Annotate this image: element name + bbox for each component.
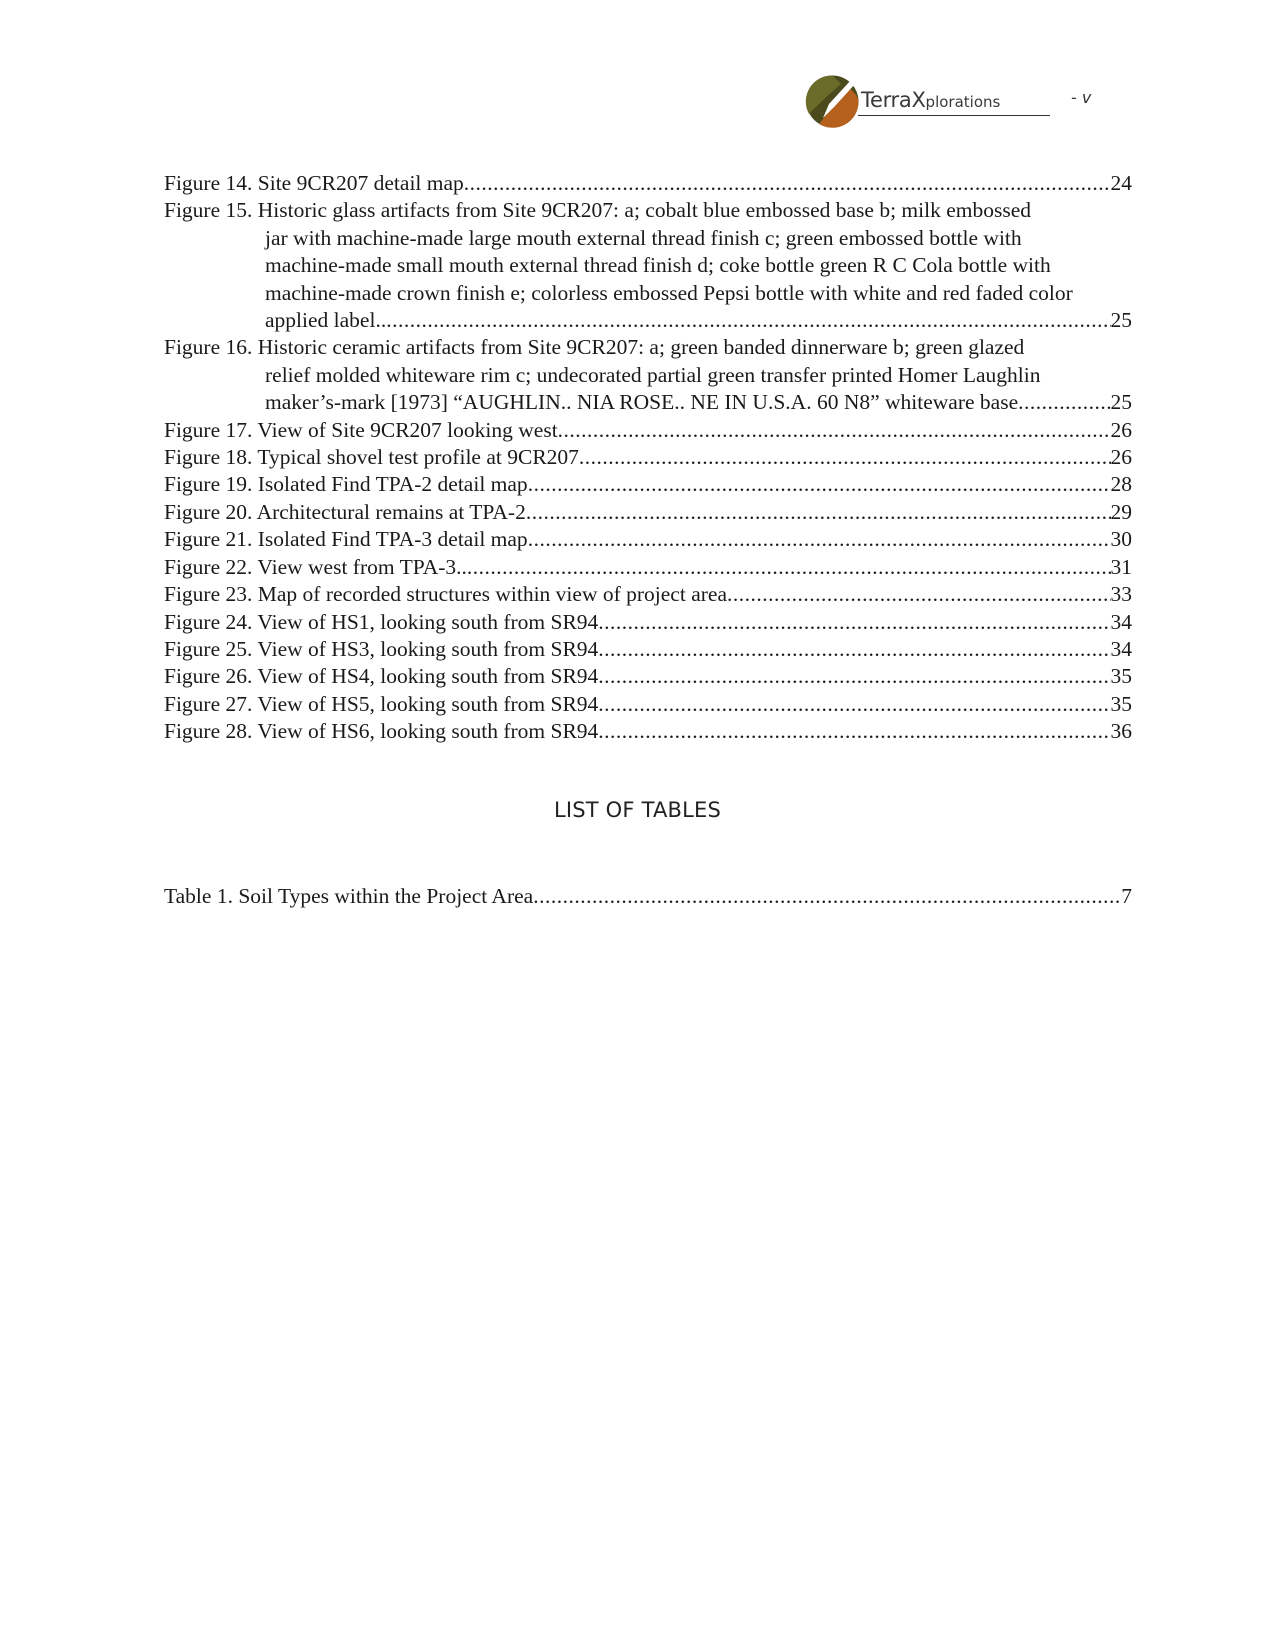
dot-leader — [598, 609, 1110, 636]
figure-entry[interactable] — [164, 417, 1132, 444]
entry-page-number: 35 — [1110, 664, 1132, 689]
entry-title-line-final — [164, 691, 1132, 718]
entry-title-line-final — [164, 526, 1132, 553]
entry-page-number: 25 — [1110, 308, 1132, 333]
entry-page-number: 28 — [1110, 472, 1132, 497]
entry-title-text: Figure 23. Map of recorded structures within view of project area — [164, 582, 727, 607]
figure-entry[interactable] — [164, 554, 1132, 581]
figure-entry[interactable] — [164, 526, 1132, 553]
entry-title-text: Figure 25. View of HS3, looking south from SR94 — [164, 636, 599, 661]
figure-entry[interactable] — [164, 636, 1132, 663]
dot-leader — [526, 499, 1111, 526]
figure-entry[interactable] — [164, 499, 1132, 526]
entry-title-text: machine-made crown finish e; colorless embossed Pepsi bottle with white and red faded color — [265, 280, 1073, 305]
dot-leader — [464, 170, 1111, 197]
list-of-tables-heading: LIST OF TABLES — [553, 798, 722, 822]
globe-logo-icon — [805, 74, 860, 129]
entry-page-number: 35 — [1110, 691, 1132, 716]
entry-page-number: 29 — [1110, 499, 1132, 524]
entry-title-line-final — [164, 718, 1132, 745]
entry-title-text: Figure 17. View of Site 9CR207 looking west — [164, 417, 558, 442]
entry-title-text: Figure 22. View west from TPA-3.. — [164, 554, 467, 579]
dot-leader — [467, 554, 1111, 581]
dot-leader — [558, 417, 1111, 444]
figure-entry[interactable] — [164, 663, 1132, 690]
entry-page-number: 34 — [1110, 636, 1132, 661]
dot-leader — [727, 581, 1111, 608]
entry-title-line — [164, 334, 1132, 361]
figure-entry[interactable] — [164, 581, 1132, 608]
entry-title-line-final — [164, 444, 1132, 471]
dot-leader — [528, 526, 1111, 553]
entry-title-line — [164, 225, 1132, 252]
entry-title-text: Figure 21. Isolated Find TPA-3 detail map — [164, 527, 528, 552]
entry-page-number: 24 — [1110, 171, 1132, 195]
entry-title-line — [164, 280, 1132, 307]
entry-page-number: 34 — [1110, 609, 1132, 634]
entry-title-line-final — [164, 581, 1132, 608]
entry-title-text: relief molded whiteware rim c; undecorated partial green transfer printed Homer Laughlin — [265, 362, 1041, 387]
dot-leader — [598, 636, 1110, 663]
logo-brand-sub: plorations — [925, 93, 1001, 111]
entry-page-number: 33 — [1110, 582, 1132, 607]
logo-underline — [858, 115, 1050, 116]
table-entry[interactable] — [164, 883, 1132, 910]
figure-entry[interactable] — [164, 718, 1132, 745]
entry-title-text: jar with machine-made large mouth external thread finish c; green embossed bottle with — [265, 225, 1022, 250]
list-of-tables — [164, 883, 1132, 910]
page-number: - v — [1071, 88, 1092, 107]
dot-leader — [598, 718, 1110, 745]
entry-title-text: Figure 18. Typical shovel test profile at 9CR207 — [164, 445, 579, 470]
entry-title-line-final — [164, 417, 1132, 444]
dot-leader — [1018, 389, 1110, 416]
entry-title-line-final — [164, 471, 1132, 498]
entry-title-line-final — [164, 170, 1132, 197]
entry-page-number: 26 — [1110, 445, 1132, 470]
entry-title-text: Figure 15. Historic glass artifacts from Site 9CR207: a; cobalt blue embossed base b; milk embossed — [164, 198, 1032, 223]
dot-leader — [386, 307, 1110, 334]
entry-title-line-final — [164, 663, 1132, 690]
figure-entry[interactable] — [164, 471, 1132, 498]
entry-page-number: 25 — [1110, 390, 1132, 415]
entry-title-line-final — [164, 554, 1132, 581]
list-of-figures — [164, 170, 1132, 746]
entry-page-number: 30 — [1110, 527, 1132, 552]
entry-title-text: Figure 28. View of HS6, looking south from SR94 — [164, 719, 599, 744]
dot-leader — [579, 444, 1111, 471]
entry-title-text: Figure 20. Architectural remains at TPA-2 — [164, 499, 526, 524]
figure-entry[interactable] — [164, 170, 1132, 197]
figure-entry[interactable] — [164, 334, 1132, 416]
entry-title-text: Table 1. Soil Types within the Project Area — [164, 884, 534, 908]
logo-wordmark — [861, 88, 1000, 112]
entry-title-text: Figure 16. Historic ceramic artifacts from Site 9CR207: a; green banded dinnerware b; green glazed — [164, 335, 1025, 360]
entry-page-number: 26 — [1110, 417, 1132, 442]
terraxplorations-logo — [805, 74, 1125, 132]
entry-title-line — [164, 252, 1132, 279]
entry-title-line-final — [164, 609, 1132, 636]
entry-title-text: applied label.. — [265, 308, 387, 333]
entry-title-line — [164, 362, 1132, 389]
dot-leader — [528, 471, 1111, 498]
entry-title-line-final — [164, 883, 1132, 910]
entry-title-line-final — [164, 307, 1132, 334]
page-header — [805, 74, 1125, 134]
entry-title-text: Figure 19. Isolated Find TPA-2 detail map — [164, 472, 528, 497]
entry-page-number: 7 — [1121, 884, 1132, 908]
entry-title-text: maker’s-mark [1973] “AUGHLIN.. NIA ROSE.. NE IN U.S.A. 60 N8” whiteware base — [265, 390, 1019, 415]
entry-title-line — [164, 197, 1132, 224]
dot-leader — [598, 663, 1110, 690]
figure-entry[interactable] — [164, 444, 1132, 471]
entry-title-line-final — [164, 499, 1132, 526]
dot-leader — [533, 883, 1121, 910]
figure-entry[interactable] — [164, 691, 1132, 718]
entry-page-number: 36 — [1110, 719, 1132, 744]
logo-brand-main: TerraX — [861, 88, 926, 112]
entry-title-text: Figure 27. View of HS5, looking south from SR94 — [164, 691, 599, 716]
figure-entry[interactable] — [164, 609, 1132, 636]
entry-title-text: Figure 24. View of HS1, looking south from SR94 — [164, 609, 599, 634]
entry-title-text: Figure 14. Site 9CR207 detail map — [164, 171, 464, 195]
entry-title-line-final — [164, 636, 1132, 663]
dot-leader — [598, 691, 1110, 718]
entry-title-text: machine-made small mouth external thread finish d; coke bottle green R C Cola bottle with — [265, 253, 1051, 278]
entry-page-number: 31 — [1110, 554, 1132, 579]
entry-title-text: Figure 26. View of HS4, looking south from SR94 — [164, 664, 599, 689]
entry-title-line-final — [164, 389, 1132, 416]
figure-entry[interactable] — [164, 197, 1132, 334]
